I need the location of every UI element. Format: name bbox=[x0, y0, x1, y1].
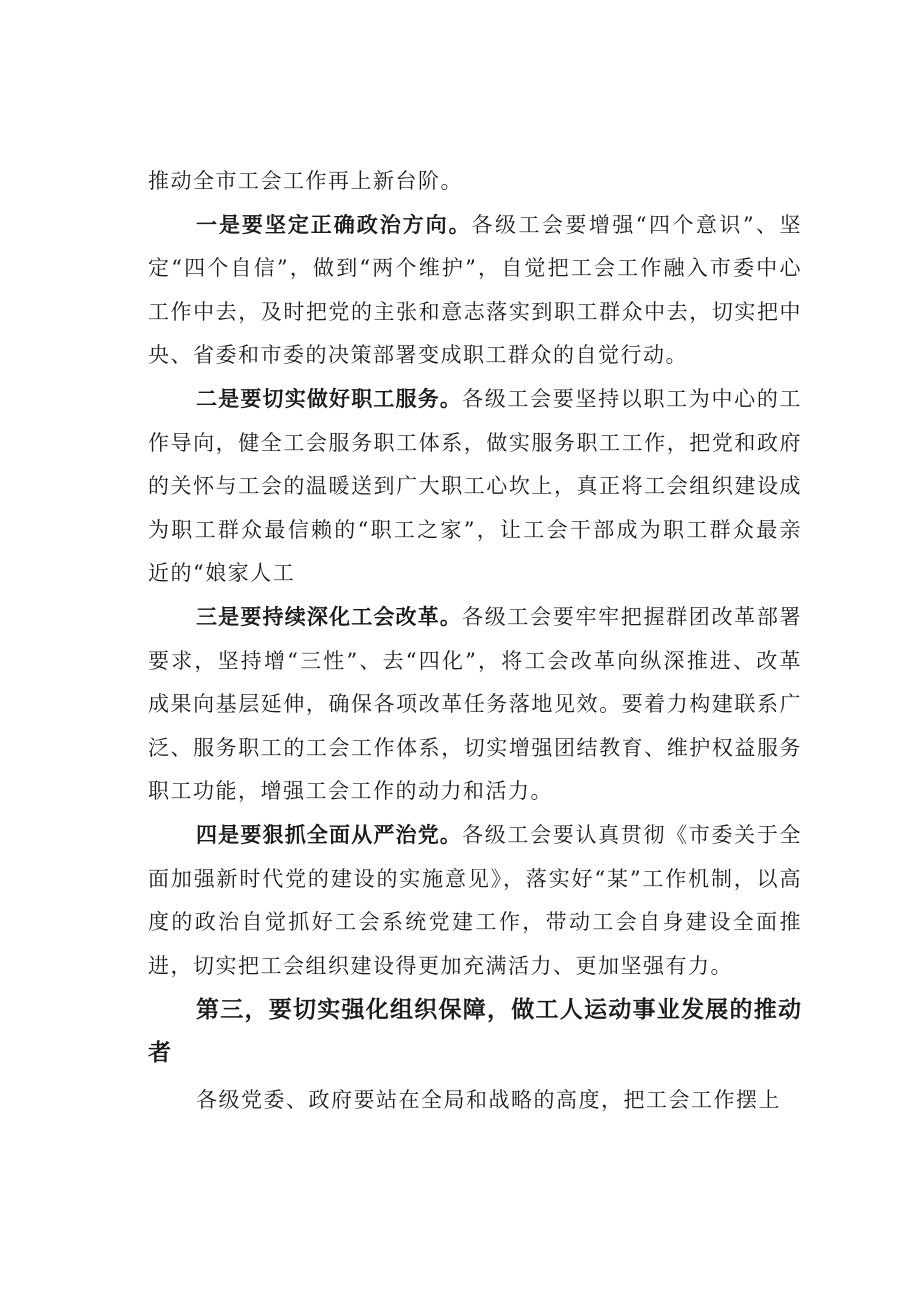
paragraph-political-direction bbox=[148, 204, 802, 378]
paragraph-lead: 四是要狠抓全面从严治党。 bbox=[196, 822, 463, 847]
paragraph-party-governance bbox=[148, 814, 802, 988]
paragraph-union-reform bbox=[148, 596, 802, 814]
document-body bbox=[148, 160, 802, 1123]
paragraph-text: 各级党委、政府要站在全局和战略的高度，把工会工作摆上 bbox=[196, 1088, 781, 1113]
paragraph-text: 各级工会要认真贯彻《市委关于全面加强新时代党的建设的实施意见》，落实好“某”工作机制，以高度的政治自觉抓好工会系统党建工作，带动工会自身建设全面推进，切实把工会组织建设得更加充满活力、更加坚强有力。 bbox=[148, 822, 802, 978]
paragraph-text: 各级工会要牢牢把握群团改革部署要求，坚持增“三性”、去“四化”，将工会改革向纵深推进、改革成果向基层延伸，确保各项改革任务落地见效。要着力构建联系广泛、服务职工的工会工作体系，切实增强团结教育、维护权益服务职工功能，增强工会工作的动力和活力。 bbox=[148, 604, 802, 804]
section-heading: 第三，要切实强化组织保障，做工人运动事业发展的推动者 bbox=[148, 997, 802, 1067]
paragraph-continuation bbox=[148, 160, 802, 204]
paragraph-text: 各级工会要坚持以职工为中心的工作导向，健全工会服务职工体系，做实服务职工工作，把党和政府的关怀与工会的温暖送到广大职工心坎上，真正将工会组织建设成为职工群众最信赖的“职工之家”，让工会干部成为职工群众最亲近的“娘家人工 bbox=[148, 386, 802, 586]
paragraph-text: 推动全市工会工作再上新台阶。 bbox=[148, 169, 463, 193]
paragraph-final bbox=[148, 1079, 802, 1123]
paragraph-lead: 三是要持续深化工会改革。 bbox=[196, 604, 463, 629]
paragraph-lead: 一是要坚定正确政治方向。 bbox=[196, 212, 472, 237]
paragraph-lead: 二是要切实做好职工服务。 bbox=[196, 386, 463, 411]
paragraph-text: 各级工会要增强“四个意识”、坚定“四个自信”，做到“两个维护”，自觉把工会工作融入市委中心工作中去，及时把党的主张和意志落实到职工群众中去，切实把中央、省委和市委的决策部署变成职工群众的自觉行动。 bbox=[148, 212, 802, 368]
paragraph-worker-service bbox=[148, 378, 802, 596]
